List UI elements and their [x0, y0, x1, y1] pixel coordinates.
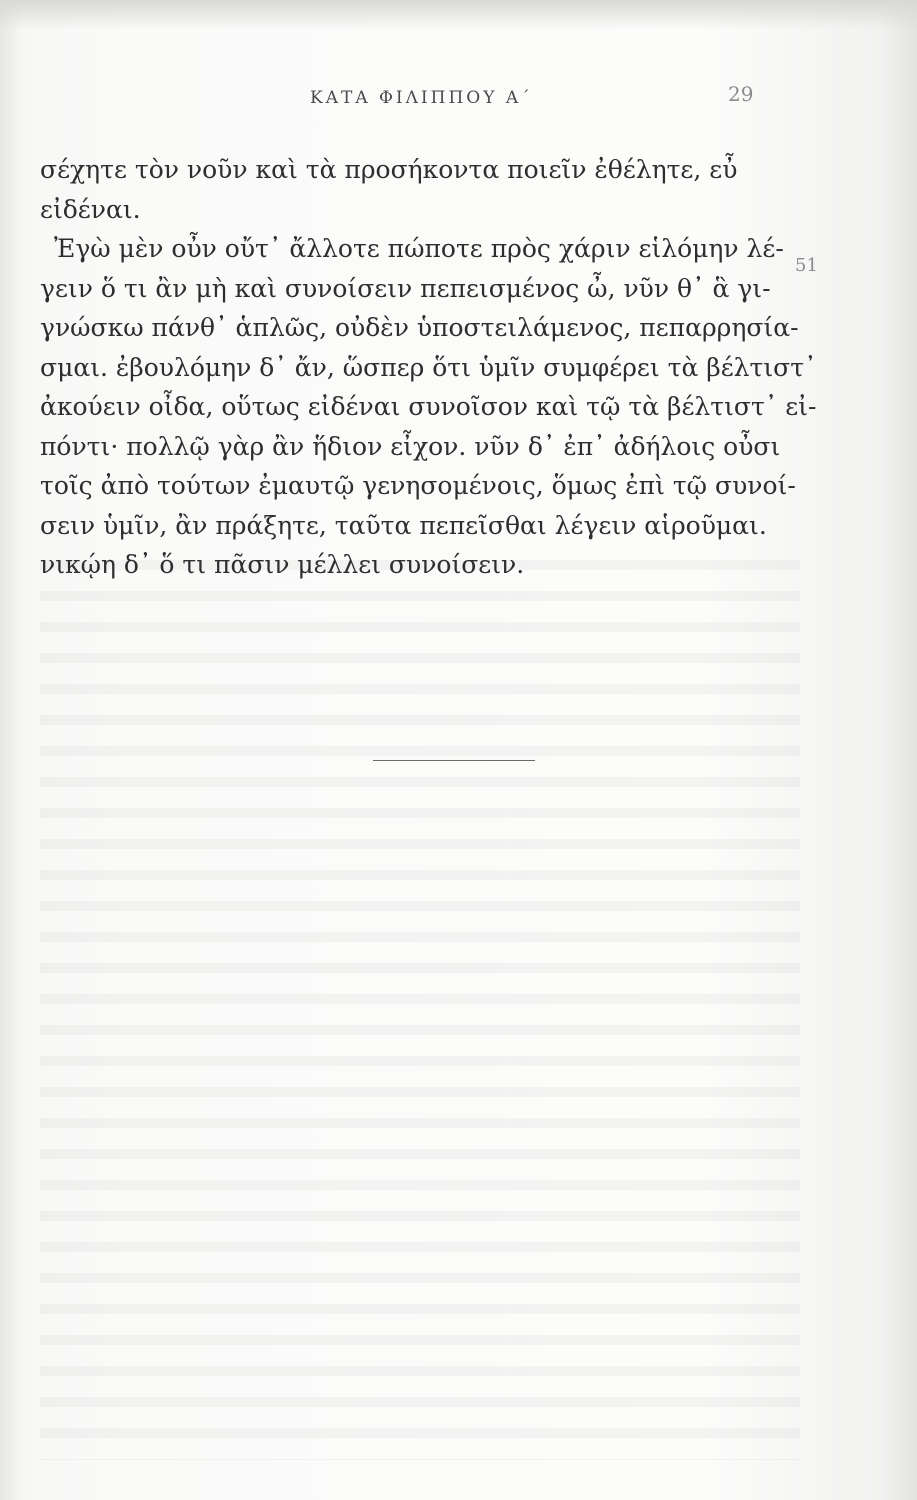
text-line: εἰδέναι. [40, 194, 141, 224]
margin-section-number: 51 [795, 255, 818, 276]
text-line: πόντι· πολλῷ γὰρ ἂν ἥδιον εἶχον. νῦν δ᾽ ἐπ᾽ ἀδήλοις οὖσι [40, 431, 781, 461]
text-line: τοῖς ἀπὸ τούτων ἐμαυτῷ γενησομένοις, ὅμως ἐπὶ τῷ συνοί- [40, 471, 796, 500]
text-line: Ἐγὼ μὲν οὖν οὔτ᾽ ἄλλοτε πώποτε πρὸς χάριν εἱλόμην λέ- [54, 234, 784, 263]
text-line: σειν ὑμῖν, ἂν πράξητε, ταῦτα πεπεῖσθαι λέγειν αἱροῦμαι. [40, 510, 767, 540]
text-line: γνώσκω πάνθ᾽ ἁπλῶς, οὐδὲν ὑποστειλάμενος, πεπαρρησία- [40, 313, 799, 342]
text-line: ἀκούειν οἶδα, οὕτως εἰδέναι συνοῖσον καὶ τῷ τὰ βέλτιστ᾽ εἰ- [40, 392, 817, 421]
end-rule [373, 760, 535, 761]
show-through-text [40, 560, 800, 1460]
running-title: ΚΑΤΑ ΦΙΛΙΠΠΟΥ Α΄ [310, 88, 533, 108]
page-number: 29 [728, 82, 754, 106]
text-line: σέχητε τὸν νοῦν καὶ τὰ προσήκοντα ποιεῖν ἐθέλητε, εὖ [40, 155, 738, 184]
text-line: γειν ὅ τι ἂν μὴ καὶ συνοίσειν πεπεισμένος ὦ, νῦν θ᾽ ἃ γι- [40, 273, 771, 303]
text-line: σμαι. ἐβουλόμην δ᾽ ἄν, ὥσπερ ὅτι ὑμῖν συμφέρει τὰ βέλτιστ᾽ [40, 352, 817, 382]
page-top-shadow [0, 0, 917, 30]
text-line: νικῴη δ᾽ ὅ τι πᾶσιν μέλλει συνοίσειν. [40, 550, 525, 579]
